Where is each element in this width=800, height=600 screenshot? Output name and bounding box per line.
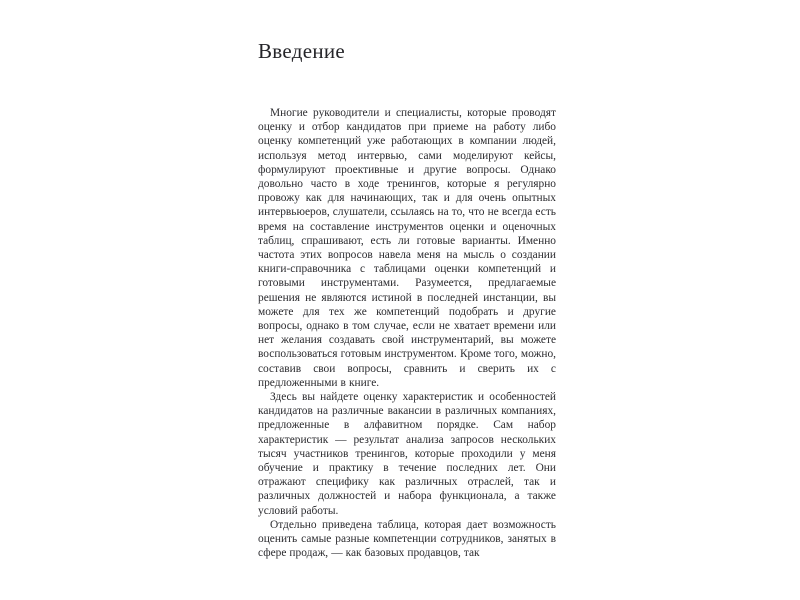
page-text-block: [258, 38, 556, 561]
chapter-title: Введение: [258, 39, 346, 63]
body-paragraph: Многие руководители и специалисты, которые проводят оценку и отбор кандидатов при приеме на работу либо оценку компетенций уже работающих в компании людей, используя метод интервью, сами моделируют кейсы, формулируют проективные и другие вопросы. Однако довольно часто в ходе тренингов, которые я регулярно провожу как для начинающих, так и для очень опытных интервьюеров, слушатели, ссылаясь на то, что не всегда есть время на составление инструментов оценки и оценочных таблиц, спрашивают, есть ли готовые варианты. Именно частота этих вопросов навела меня на мысль о создании книги-справочника с таблицами оценки компетенций и готовыми инструментами. Разумеется, предлагаемые решения не являются истиной в последней инстанции, вы можете для тех же компетенций подобрать и другие вопросы, однако в том случае, если не хватает времени или нет желания создавать свой инструментарий, вы можете воспользоваться готовым инструментом. Кроме того, можно, составив свои вопросы, сравнить и сверить их с предложенными в книге.: [258, 107, 556, 389]
body-paragraph: Здесь вы найдете оценку характеристик и особенностей кандидатов на различные вакансии в различных компаниях, предложенные в алфавитном порядке. Сам набор характеристик — результат анализа запросов нескольких тысяч участников тренингов, которые проходили у меня обучение и практику в течение последних лет. Они отражают специфику как различных отраслей, так и различных должностей и набора функционала, а также условий работы.: [258, 391, 556, 517]
body-paragraph: Отдельно приведена таблица, которая дает возможность оценить самые разные компетенции сотрудников, занятых в сфере продаж, — как базовых продавцов, так: [258, 518, 556, 560]
